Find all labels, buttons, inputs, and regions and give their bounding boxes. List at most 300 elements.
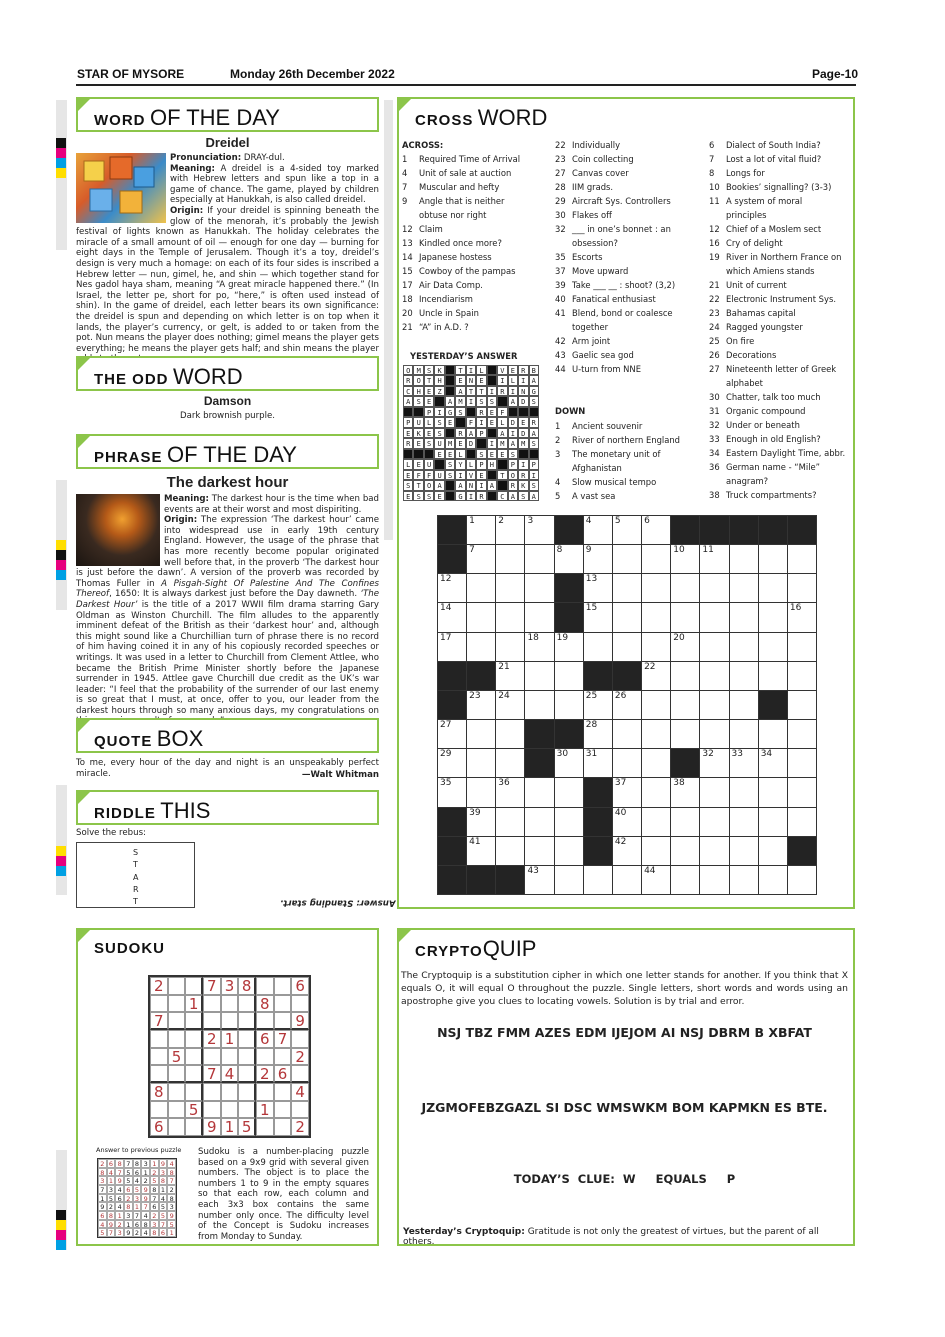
sudoku-cell[interactable] [168, 1101, 186, 1119]
crossword-cell[interactable] [554, 632, 584, 662]
crossword-cell[interactable] [554, 777, 584, 807]
crossword-cell[interactable] [699, 807, 729, 837]
crossword-cell [437, 865, 467, 895]
crossword-cell[interactable] [729, 719, 759, 749]
previous-answer-cell: 6 [98, 1211, 107, 1220]
previous-answer-cell: 7 [167, 1176, 176, 1185]
sudoku-cell[interactable] [238, 1030, 256, 1048]
crossword-cell[interactable] [612, 865, 642, 895]
sudoku-cell[interactable] [238, 1065, 256, 1083]
crossword-cell[interactable] [729, 573, 759, 603]
answer-cell: H [487, 459, 497, 469]
crossword-cell[interactable] [437, 573, 467, 603]
clue-text: Slow musical tempo [572, 477, 657, 487]
crossword-cell[interactable] [495, 661, 525, 691]
crossword-cell[interactable] [554, 748, 584, 778]
crossword-cell[interactable] [583, 719, 613, 749]
crossword-cell[interactable] [524, 573, 554, 603]
crossword-cell[interactable] [612, 573, 642, 603]
previous-answer-cell: 2 [124, 1194, 133, 1203]
answer-cell: E [445, 449, 455, 459]
sudoku-cell[interactable] [291, 1030, 309, 1048]
answer-cell [445, 480, 455, 490]
crossword-cell[interactable] [554, 865, 584, 895]
crossword-cell[interactable] [495, 515, 525, 545]
crossword-cell[interactable] [729, 690, 759, 720]
answer-cell [445, 386, 455, 396]
sudoku-cell[interactable] [185, 1118, 203, 1136]
crossword-cell[interactable] [787, 632, 817, 662]
rebus-box [76, 842, 195, 908]
crossword-cell[interactable] [583, 632, 613, 662]
crossword-cell[interactable] [524, 690, 554, 720]
previous-answer-cell: 9 [124, 1228, 133, 1237]
clue-text: German name - “Mile” [726, 462, 821, 472]
clue-text: Take ___ __ : shoot? (3,2) [572, 280, 676, 290]
crossword-cell[interactable] [466, 748, 496, 778]
clue-number: 14 [402, 252, 413, 262]
crossword-cell[interactable] [524, 544, 554, 574]
clue-text: River of northern England [572, 435, 680, 445]
crossword-cell[interactable] [495, 632, 525, 662]
crossword-cell[interactable] [787, 865, 817, 895]
crossword-cell[interactable] [787, 777, 817, 807]
crossword-cell[interactable] [466, 777, 496, 807]
answer-cell: L [508, 375, 518, 385]
crossword-cell[interactable] [699, 777, 729, 807]
clue-text: Angle that is neither [419, 196, 505, 206]
crossword-cell[interactable] [641, 777, 671, 807]
sudoku-cell[interactable] [168, 1118, 186, 1136]
answer-cell: E [445, 417, 455, 427]
crossword-cell[interactable] [612, 807, 642, 837]
crossword-cell[interactable] [758, 865, 788, 895]
section-title-small: WORD [94, 112, 146, 129]
clue-number: 23 [555, 154, 566, 164]
sudoku-cell[interactable] [150, 1048, 168, 1066]
crossword-cell[interactable] [641, 544, 671, 574]
crossword-cell [437, 661, 467, 691]
crossword-cell[interactable] [670, 719, 700, 749]
crossword-cell[interactable] [495, 602, 525, 632]
sudoku-cell: 7 [274, 1030, 292, 1048]
crossword-cell[interactable] [641, 602, 671, 632]
crossword-cell[interactable] [699, 690, 729, 720]
answer-cell: R [403, 438, 413, 448]
sudoku-cell[interactable] [168, 977, 186, 995]
cryptoquip-line-2: JZGMOFEBZGAZL SI DSC WMSWKM BOM KAPMKN ES BTE. [421, 1100, 828, 1115]
sudoku-cell[interactable] [274, 1048, 292, 1066]
sudoku-cell[interactable] [185, 1048, 203, 1066]
previous-answer-cell: 1 [141, 1168, 150, 1177]
crossword-cell[interactable] [787, 807, 817, 837]
crossword-cell[interactable] [699, 573, 729, 603]
sudoku-cell: 7 [203, 1065, 221, 1083]
clue-number: 5 [555, 491, 561, 501]
crossword-cell[interactable] [495, 690, 525, 720]
crossword-cell[interactable] [495, 719, 525, 749]
crossword-cell[interactable] [437, 632, 467, 662]
crossword-cell[interactable] [670, 690, 700, 720]
crossword-cell[interactable] [583, 748, 613, 778]
crossword-cell[interactable] [758, 573, 788, 603]
crossword-cell[interactable] [641, 865, 671, 895]
sudoku-cell[interactable] [203, 1048, 221, 1066]
sudoku-cell[interactable] [274, 977, 292, 995]
sudoku-cell[interactable] [291, 1101, 309, 1119]
crossword-cell[interactable] [612, 777, 642, 807]
sudoku-cell[interactable] [256, 977, 274, 995]
clue-text: Electronic Instrument Sys. [726, 294, 836, 304]
answer-cell: C [403, 386, 413, 396]
crossword-cell[interactable] [670, 544, 700, 574]
crossword-cell[interactable] [524, 632, 554, 662]
crossword-cell[interactable] [495, 777, 525, 807]
sudoku-cell[interactable] [238, 1012, 256, 1030]
crossword-cell[interactable] [729, 661, 759, 691]
crossword-cell[interactable] [729, 602, 759, 632]
quote-text: To me, every hour of the day and night is an unspeakably perfect miracle. [76, 758, 379, 779]
answer-cell: P [476, 428, 486, 438]
crossword-cell [758, 690, 788, 720]
answer-cell [434, 459, 444, 469]
crossword-cell[interactable] [495, 836, 525, 866]
crossword-cell[interactable] [612, 515, 642, 545]
sudoku-cell[interactable] [185, 977, 203, 995]
crossword-cell[interactable] [554, 690, 584, 720]
sudoku-cell[interactable] [203, 1083, 221, 1101]
crossword-cell[interactable] [758, 777, 788, 807]
crossword-cell[interactable] [612, 748, 642, 778]
clue-text: Escorts [572, 252, 603, 262]
sudoku-cell[interactable] [238, 1101, 256, 1119]
crossword-cell[interactable] [758, 602, 788, 632]
cell-number: 11 [702, 545, 714, 556]
crossword-cell[interactable] [699, 719, 729, 749]
answer-cell: A [508, 491, 518, 501]
previous-answer-cell: 5 [133, 1185, 142, 1194]
sudoku-cell[interactable] [203, 1101, 221, 1119]
sudoku-cell[interactable] [274, 1101, 292, 1119]
crossword-cell[interactable] [495, 807, 525, 837]
section-title-small: SUDOKU [94, 940, 166, 957]
crossword-cell[interactable] [729, 865, 759, 895]
clue-text: Unit of current [726, 280, 787, 290]
sudoku-cell[interactable] [256, 1012, 274, 1030]
crossword-cell[interactable] [758, 661, 788, 691]
crossword-cell[interactable] [670, 602, 700, 632]
sudoku-cell[interactable] [168, 995, 186, 1013]
sudoku-cell: 1 [221, 1030, 239, 1048]
sudoku-cell[interactable] [274, 995, 292, 1013]
crossword-cell[interactable] [466, 836, 496, 866]
crossword-cell[interactable] [670, 632, 700, 662]
sudoku-cell[interactable] [274, 1012, 292, 1030]
answer-cell: S [445, 470, 455, 480]
sudoku-cell[interactable] [221, 1083, 239, 1101]
cell-number: 5 [614, 516, 621, 526]
crossword-cell[interactable] [641, 632, 671, 662]
clue-number: 28 [555, 182, 566, 192]
answer-cell: R [529, 417, 539, 427]
crossword-cell[interactable] [437, 748, 467, 778]
crossword-cell[interactable] [641, 661, 671, 691]
crossword-cell[interactable] [641, 836, 671, 866]
crossword-cell[interactable] [729, 748, 759, 778]
crossword-cell[interactable] [699, 865, 729, 895]
crossword-cell[interactable] [787, 690, 817, 720]
crossword-cell[interactable] [583, 865, 613, 895]
sudoku-cell[interactable] [274, 1083, 292, 1101]
clue-text: Canvas cover [572, 168, 629, 178]
crossword-cell[interactable] [670, 573, 700, 603]
crossword-cell[interactable] [699, 836, 729, 866]
crossword-cell[interactable] [583, 573, 613, 603]
answer-cell: S [445, 459, 455, 469]
sudoku-cell[interactable] [256, 1083, 274, 1101]
sudoku-cell: 7 [203, 977, 221, 995]
crossword-cell[interactable] [466, 544, 496, 574]
cell-number: 13 [585, 574, 598, 585]
crossword-cell[interactable] [758, 807, 788, 837]
crossword-cell[interactable] [495, 748, 525, 778]
crossword-cell [612, 661, 642, 691]
answer-cell: L [476, 365, 486, 375]
crossword-cell[interactable] [641, 515, 671, 545]
crossword-cell[interactable] [583, 544, 613, 574]
sudoku-cell: 9 [203, 1118, 221, 1136]
crossword-cell[interactable] [495, 544, 525, 574]
answer-cell: E [518, 417, 528, 427]
answer-cell: Y [455, 459, 465, 469]
previous-answer-cell: 4 [115, 1202, 124, 1211]
sudoku-cell[interactable] [185, 1083, 203, 1101]
sudoku-cell[interactable] [150, 1101, 168, 1119]
crossword-cell[interactable] [758, 748, 788, 778]
cryptoquip-yesterday [403, 1227, 850, 1247]
answer-cell: U [434, 438, 444, 448]
answer-cell [529, 449, 539, 459]
sudoku-cell[interactable] [221, 1048, 239, 1066]
crossword-cell[interactable] [758, 544, 788, 574]
sudoku-cell[interactable] [185, 1012, 203, 1030]
sudoku-cell[interactable] [168, 1065, 186, 1083]
crossword-cell[interactable] [524, 661, 554, 691]
crossword-cell[interactable] [641, 690, 671, 720]
crossword-cell[interactable] [466, 602, 496, 632]
cell-number: 18 [527, 632, 539, 643]
previous-answer-cell: 8 [98, 1168, 107, 1177]
answer-cell: P [508, 459, 518, 469]
sudoku-cell[interactable] [150, 1030, 168, 1048]
crossword-cell[interactable] [554, 661, 584, 691]
answer-cell [403, 407, 413, 417]
answer-cell [413, 407, 423, 417]
previous-answer-cell: 6 [115, 1194, 124, 1203]
sudoku-cell[interactable] [168, 1012, 186, 1030]
answer-cell: P [424, 407, 434, 417]
crossword-cell[interactable] [612, 602, 642, 632]
sudoku-cell[interactable] [274, 1118, 292, 1136]
answer-cell: A [508, 438, 518, 448]
crossword-cell[interactable] [583, 515, 613, 545]
crossword-cell[interactable] [670, 807, 700, 837]
sudoku-cell[interactable] [256, 1048, 274, 1066]
crossword-cell[interactable] [554, 807, 584, 837]
crossword-cell[interactable] [524, 515, 554, 545]
crossword-cell[interactable] [787, 544, 817, 574]
clue-number: 4 [555, 477, 561, 487]
crossword-cell[interactable] [729, 544, 759, 574]
crossword-cell[interactable] [554, 544, 584, 574]
crossword-cell[interactable] [699, 602, 729, 632]
crossword-cell[interactable] [787, 602, 817, 632]
crossword-cell[interactable] [583, 602, 613, 632]
clue-number: 41 [555, 308, 566, 318]
cell-number: 20 [673, 632, 685, 643]
crossword-cell[interactable] [729, 807, 759, 837]
previous-answer-cell: 9 [107, 1220, 116, 1229]
crossword-cell[interactable] [554, 836, 584, 866]
clue-number: 29 [555, 196, 566, 206]
answer-cell: T [455, 365, 465, 375]
answer-cell: A [529, 428, 539, 438]
sudoku-cell[interactable] [185, 1065, 203, 1083]
crossword-cell[interactable] [670, 865, 700, 895]
crossword-cell[interactable] [787, 661, 817, 691]
word-of-day-header [76, 97, 379, 132]
crossword-cell[interactable] [670, 777, 700, 807]
sudoku-cell[interactable] [185, 1030, 203, 1048]
crossword-cell[interactable] [524, 777, 554, 807]
answer-cell [487, 491, 497, 501]
previous-answer-cell: 2 [107, 1202, 116, 1211]
crossword-cell[interactable] [524, 836, 554, 866]
crossword-cell[interactable] [641, 573, 671, 603]
answer-cell [487, 375, 497, 385]
crossword-cell[interactable] [699, 544, 729, 574]
crossword-cell[interactable] [612, 632, 642, 662]
sudoku-cell[interactable] [221, 1101, 239, 1119]
sudoku-cell: 4 [291, 1083, 309, 1101]
crossword-cell [787, 515, 817, 545]
sudoku-cell[interactable] [150, 995, 168, 1013]
crossword-cell[interactable] [437, 602, 467, 632]
sudoku-cell[interactable] [221, 995, 239, 1013]
answer-cell [403, 449, 413, 459]
crossword-cell[interactable] [466, 690, 496, 720]
sudoku-cell[interactable] [238, 1083, 256, 1101]
sudoku-cell[interactable] [221, 1012, 239, 1030]
riddle-answer: Answer: Standing start. [280, 897, 396, 908]
sudoku-cell[interactable] [256, 1118, 274, 1136]
crossword-cell[interactable] [787, 573, 817, 603]
answer-cell: I [487, 386, 497, 396]
crossword-cell[interactable] [612, 719, 642, 749]
crossword-cell[interactable] [495, 573, 525, 603]
quote-box-header [76, 718, 379, 753]
previous-answer-cell: 8 [115, 1159, 124, 1168]
crossword-cell[interactable] [466, 515, 496, 545]
crossword-cell[interactable] [583, 690, 613, 720]
crossword-cell[interactable] [787, 719, 817, 749]
answer-cell: S [424, 438, 434, 448]
answer-cell: S [529, 396, 539, 406]
crossword-cell[interactable] [437, 777, 467, 807]
previous-answer-cell: 6 [107, 1159, 116, 1168]
crossword-cell[interactable] [758, 836, 788, 866]
crossword-cell[interactable] [466, 719, 496, 749]
crossword-cell[interactable] [699, 661, 729, 691]
answer-cell: I [466, 365, 476, 375]
crossword-cell[interactable] [641, 807, 671, 837]
crossword-cell[interactable] [524, 807, 554, 837]
sudoku-cell[interactable] [291, 1065, 309, 1083]
crossword-cell[interactable] [787, 748, 817, 778]
sudoku-cell[interactable] [238, 1048, 256, 1066]
sudoku-cell[interactable] [168, 1030, 186, 1048]
previous-answer-cell: 7 [141, 1202, 150, 1211]
crossword-cell [495, 865, 525, 895]
sudoku-cell[interactable] [150, 1065, 168, 1083]
cell-number: 36 [498, 778, 510, 789]
crossword-cell [554, 602, 584, 632]
crossword-cell[interactable] [466, 632, 496, 662]
crossword-cell[interactable] [466, 573, 496, 603]
crossword-cell[interactable] [641, 748, 671, 778]
sudoku-cell[interactable] [203, 995, 221, 1013]
sudoku-cell[interactable] [291, 995, 309, 1013]
crossword-cell[interactable] [729, 777, 759, 807]
crossword-cell [437, 544, 467, 574]
crossword-cell[interactable] [729, 632, 759, 662]
answer-cell [518, 407, 528, 417]
crossword-cell[interactable] [641, 719, 671, 749]
sudoku-cell[interactable] [203, 1012, 221, 1030]
crossword-cell[interactable] [437, 719, 467, 749]
crossword-cell[interactable] [612, 836, 642, 866]
answer-cell: K [434, 365, 444, 375]
crossword-cell[interactable] [758, 632, 788, 662]
sudoku-cell[interactable] [168, 1083, 186, 1101]
crossword-cell[interactable] [699, 632, 729, 662]
answer-cell: S [476, 449, 486, 459]
sudoku-cell[interactable] [238, 995, 256, 1013]
clue-number: 22 [709, 294, 720, 304]
cell-number: 15 [585, 603, 598, 614]
cell-number: 34 [760, 749, 773, 760]
crossword-cell[interactable] [612, 690, 642, 720]
crossword-cell [583, 777, 613, 807]
crossword-cell[interactable] [524, 865, 554, 895]
previous-answer-cell: 3 [124, 1211, 133, 1220]
clue-number: 8 [709, 168, 715, 178]
answer-cell: E [487, 449, 497, 459]
crossword-cell[interactable] [670, 661, 700, 691]
crossword-cell[interactable] [729, 836, 759, 866]
crossword-cell[interactable] [524, 602, 554, 632]
crossword-cell[interactable] [612, 544, 642, 574]
cell-number: 7 [469, 545, 475, 556]
crossword-cell[interactable] [758, 719, 788, 749]
crossword-cell[interactable] [699, 748, 729, 778]
previous-answer-cell: 3 [150, 1220, 159, 1229]
answer-cell: E [424, 386, 434, 396]
crossword-cell[interactable] [466, 807, 496, 837]
clue-number: 23 [709, 308, 720, 318]
crossword-cell[interactable] [670, 836, 700, 866]
sudoku-cell: 9 [291, 1012, 309, 1030]
